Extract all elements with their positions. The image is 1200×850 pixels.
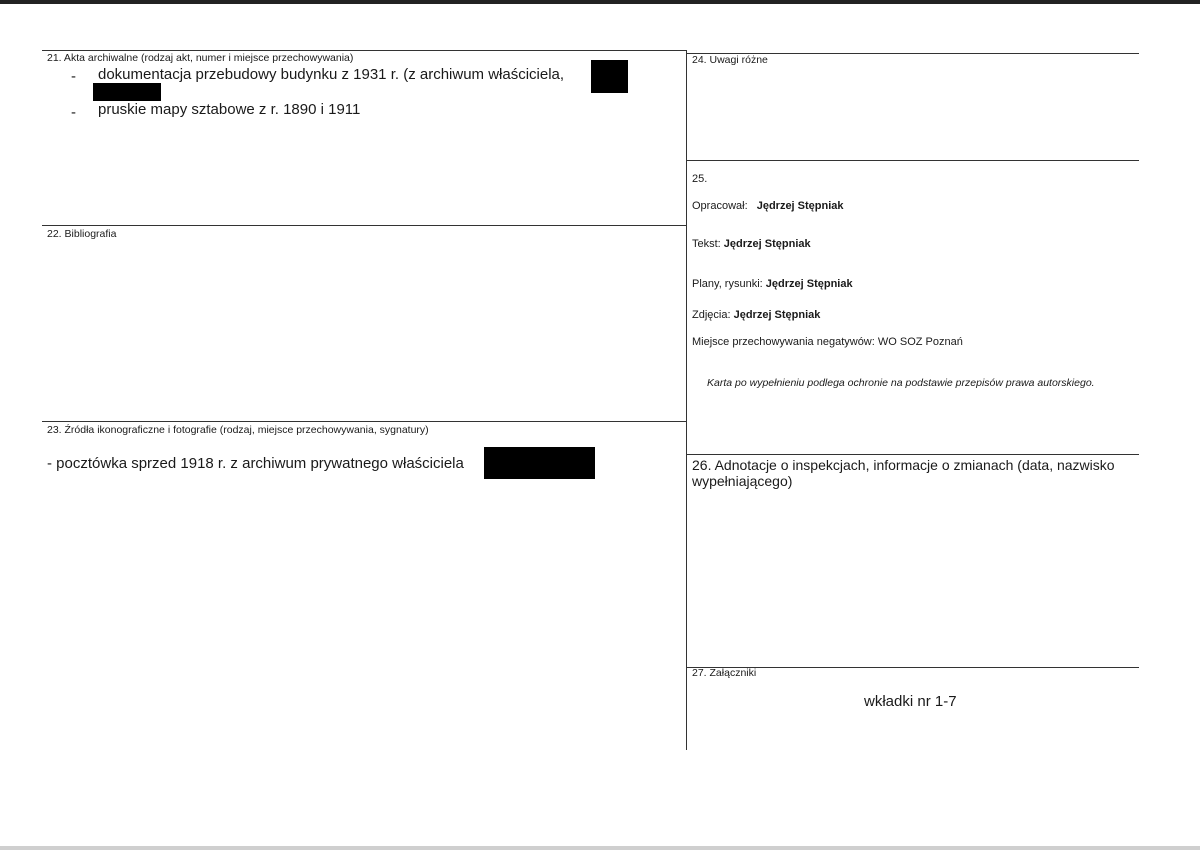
text-by-label: Tekst: (692, 238, 721, 250)
divider-24-25 (686, 160, 1139, 161)
section-23-label: 23. Źródła ikonograficzne i fotografie (rodzaj, miejsce przechowywania, sygnatury) (47, 424, 429, 436)
page-top-edge (0, 0, 1200, 4)
section-21-label: 21. Akta archiwalne (rodzaj akt, numer i miejsce przechowywania) (47, 52, 354, 64)
photos-by-value: Jędrzej Stępniak (733, 309, 821, 321)
copyright-notice: Karta po wypełnieniu podlega ochronie na podstawie przepisów prawa autorskiego. (707, 377, 1095, 389)
divider-22-23 (42, 421, 686, 422)
negatives-location: Miejsce przechowywania negatywów: WO SOZ Poznań (692, 336, 963, 348)
section-24-label: 24. Uwagi różne (692, 54, 768, 66)
prepared-by (692, 200, 844, 212)
text-by-value: Jędrzej Stępniak (723, 238, 811, 250)
section-26-label-line2: wypełniającego) (692, 473, 793, 489)
divider-25-26 (686, 454, 1139, 455)
plans-by (692, 278, 853, 290)
archive-item-1: dokumentacja przebudowy budynku z 1931 r. (z archiwum właściciela, (98, 66, 565, 83)
plans-by-value: Jędrzej Stępniak (765, 278, 853, 290)
text-by (692, 238, 811, 250)
section-25-label: 25. (692, 173, 708, 185)
section-22-label: 22. Bibliografia (47, 228, 117, 240)
section-27-label: 27. Załączniki (692, 667, 757, 679)
center-divider (686, 50, 687, 750)
page-bottom-edge (0, 846, 1200, 850)
redaction-box (93, 83, 161, 101)
section-26-label-line1: 26. Adnotacje o inspekcjach, informacje o zmianach (data, nazwisko (692, 457, 1115, 473)
attachments-value: wkładki nr 1-7 (864, 693, 957, 710)
prepared-by-label: Opracował: (692, 200, 748, 212)
list-bullet: - (71, 104, 76, 121)
divider-21-22 (42, 225, 686, 226)
photos-by (692, 309, 820, 321)
plans-by-label: Plany, rysunki: (692, 278, 763, 290)
iconography-item: - pocztówka sprzed 1918 r. z archiwum prywatnego właściciela (47, 455, 464, 472)
prepared-by-value: Jędrzej Stępniak (756, 200, 844, 212)
redaction-box (484, 447, 595, 479)
archive-item-2: pruskie mapy sztabowe z r. 1890 i 1911 (98, 101, 361, 118)
redaction-box (591, 60, 628, 93)
photos-by-label: Zdjęcia: (692, 309, 731, 321)
list-bullet: - (71, 68, 76, 85)
divider-top-left (42, 50, 686, 51)
